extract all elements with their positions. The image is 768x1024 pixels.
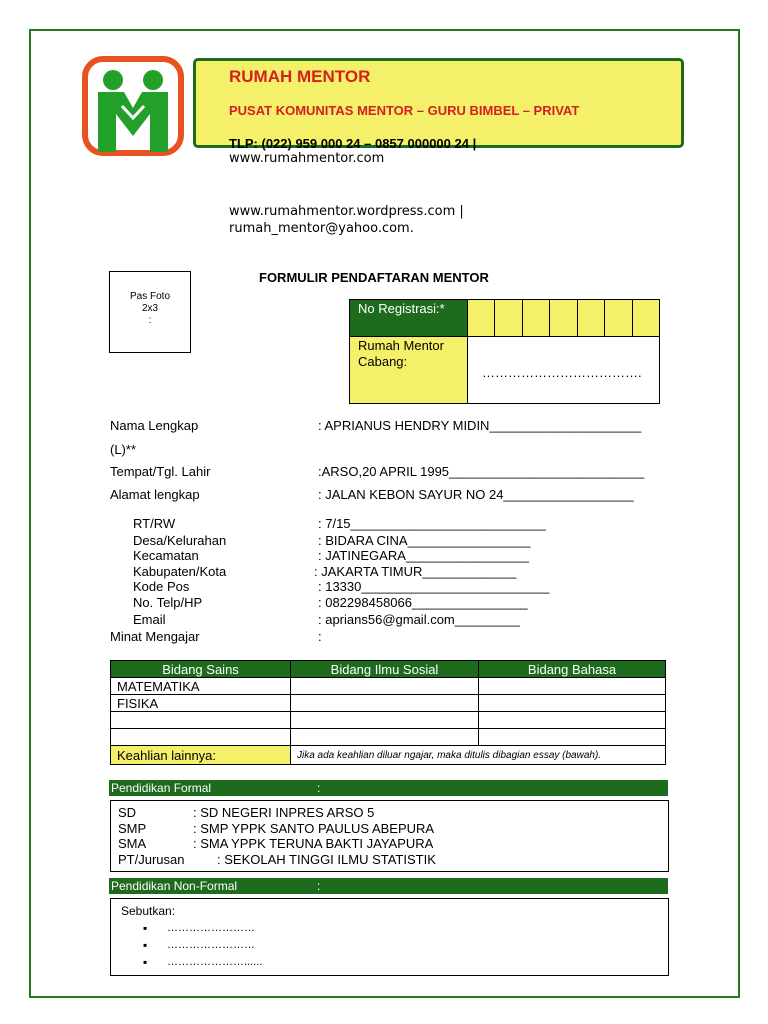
birth-label: Tempat/Tgl. Lahir [110, 464, 211, 479]
name-value[interactable]: : APRIANUS HENDRY MIDIN_____________________ [318, 418, 642, 433]
registration-digit-box[interactable] [550, 300, 577, 337]
minat-label: Minat Mengajar [110, 629, 200, 644]
other-skills-label: Keahlian lainnya: [111, 746, 291, 765]
kelurahan-value[interactable]: : BIDARA CINA_________________ [318, 533, 531, 548]
form-title: FORMULIR PENDAFTARAN MENTOR [259, 270, 489, 285]
subject-cell[interactable]: FISIKA [111, 695, 291, 712]
registration-digit-box[interactable] [522, 300, 549, 337]
subject-cell[interactable] [291, 678, 479, 695]
subject-cell[interactable] [291, 712, 479, 729]
subject-cell[interactable] [111, 729, 291, 746]
subject-cell[interactable] [479, 678, 666, 695]
edu-value[interactable]: : SMP YPPK SANTO PAULUS ABEPURA [193, 820, 435, 836]
address-value[interactable]: : JALAN KEBON SAYUR NO 24__________________ [318, 487, 634, 502]
kelurahan-label: Desa/Kelurahan [133, 533, 227, 548]
table-row [111, 695, 666, 712]
nonformal-education-box [110, 898, 669, 976]
header-sosial: Bidang Ilmu Sosial [291, 661, 479, 678]
birth-value[interactable]: :ARSO,20 APRIL 1995___________________________ [318, 464, 645, 479]
edu-value[interactable]: : SEKOLAH TINGGI ILMU STATISTIK [217, 851, 436, 867]
list-item [118, 821, 668, 837]
kota-value[interactable]: : JAKARTA TIMUR_____________ [314, 564, 517, 579]
list-item [118, 852, 668, 868]
subjects-table [110, 660, 666, 765]
registration-digit-box[interactable] [495, 300, 522, 337]
table-row [111, 712, 666, 729]
table-row [111, 729, 666, 746]
list-item[interactable]: ▪ …………………...... [121, 954, 668, 971]
kode-pos-value[interactable]: : 13330__________________________ [318, 579, 550, 594]
email-label: Email [133, 612, 166, 627]
rt-rw-label: RT/RW [133, 516, 176, 531]
nonformal-education-bar [109, 878, 668, 894]
list-item [118, 836, 668, 852]
subject-cell[interactable] [111, 712, 291, 729]
subject-cell[interactable]: MATEMATIKA [111, 678, 291, 695]
list-item [118, 805, 668, 821]
photo-colon: : [148, 315, 152, 326]
org-email: rumah_mentor@yahoo.com. [229, 221, 414, 236]
kode-pos-label: Kode Pos [133, 579, 190, 594]
nonformal-education-title: Pendidikan Non-Formal [111, 879, 238, 893]
formal-education-bar [109, 780, 668, 796]
list-item[interactable]: ▪ …………………… [121, 937, 668, 954]
registration-digit-box[interactable] [468, 300, 495, 337]
edu-level: PT/Jurusan [118, 851, 185, 867]
table-row [111, 678, 666, 695]
registration-digit-box[interactable] [632, 300, 659, 337]
kecamatan-label: Kecamatan [133, 548, 199, 563]
formal-education-colon: : [317, 781, 321, 795]
rumah-mentor-logo [82, 56, 184, 156]
org-title: RUMAH MENTOR [229, 67, 371, 86]
subject-cell[interactable] [291, 729, 479, 746]
branch-field[interactable]: ………………………………. [468, 337, 660, 404]
formal-education-title: Pendidikan Formal [111, 781, 212, 795]
subject-cell[interactable] [479, 712, 666, 729]
registration-digit-box[interactable] [577, 300, 604, 337]
phone-value[interactable]: : 082298458066________________ [318, 595, 528, 610]
org-website: www.rumahmentor.com [229, 151, 385, 166]
edu-level: SD [118, 805, 137, 820]
registration-number-label: No Registrasi:* [350, 300, 468, 337]
address-label: Alamat lengkap [110, 487, 200, 502]
nonformal-education-colon: : [317, 879, 321, 893]
header-sains: Bidang Sains [111, 661, 291, 678]
email-value[interactable]: : aprians56@gmail.com_________ [318, 612, 520, 627]
edu-value[interactable]: : SMA YPPK TERUNA BAKTI JAYAPURA [193, 836, 434, 851]
branch-label: Rumah Mentor Cabang: [350, 337, 468, 404]
registration-digit-box[interactable] [605, 300, 632, 337]
edu-level: SMP [118, 820, 147, 836]
other-skills-note: Jika ada keahlian diluar ngajar, maka ditulis dibagian essay (bawah). [291, 746, 666, 765]
phone-label: No. Telp/HP [133, 595, 203, 610]
subject-cell[interactable] [291, 695, 479, 712]
minat-colon: : [318, 629, 322, 644]
subject-cell[interactable] [479, 695, 666, 712]
name-label: Nama Lengkap [110, 418, 199, 433]
name-gender-suffix: (L)** [110, 442, 137, 457]
subject-cell[interactable] [479, 729, 666, 746]
nonformal-list [121, 920, 668, 971]
photo-label: Pas Foto [129, 291, 171, 302]
photo-size: 2x3 [141, 303, 159, 314]
org-phone: TLP: (022) 959 000 24 – 0857 000000 24 | [229, 136, 477, 151]
registration-table [349, 299, 660, 404]
formal-education-box [110, 800, 669, 872]
org-blog: www.rumahmentor.wordpress.com | [229, 204, 464, 219]
edu-value[interactable]: : SD NEGERI INPRES ARSO 5 [193, 805, 375, 820]
photo-box [109, 271, 191, 353]
kota-label: Kabupaten/Kota [133, 564, 227, 579]
rt-rw-value[interactable]: : 7/15___________________________ [318, 516, 546, 531]
nonformal-prompt: Sebutkan: [121, 904, 176, 918]
kecamatan-value[interactable]: : JATINEGARA_________________ [318, 548, 529, 563]
list-item[interactable]: ▪ …………………… [121, 920, 668, 937]
org-subtitle: PUSAT KOMUNITAS MENTOR – GURU BIMBEL – PRIVAT [229, 103, 580, 118]
edu-level: SMA [118, 836, 147, 851]
header-bahasa: Bidang Bahasa [479, 661, 666, 678]
